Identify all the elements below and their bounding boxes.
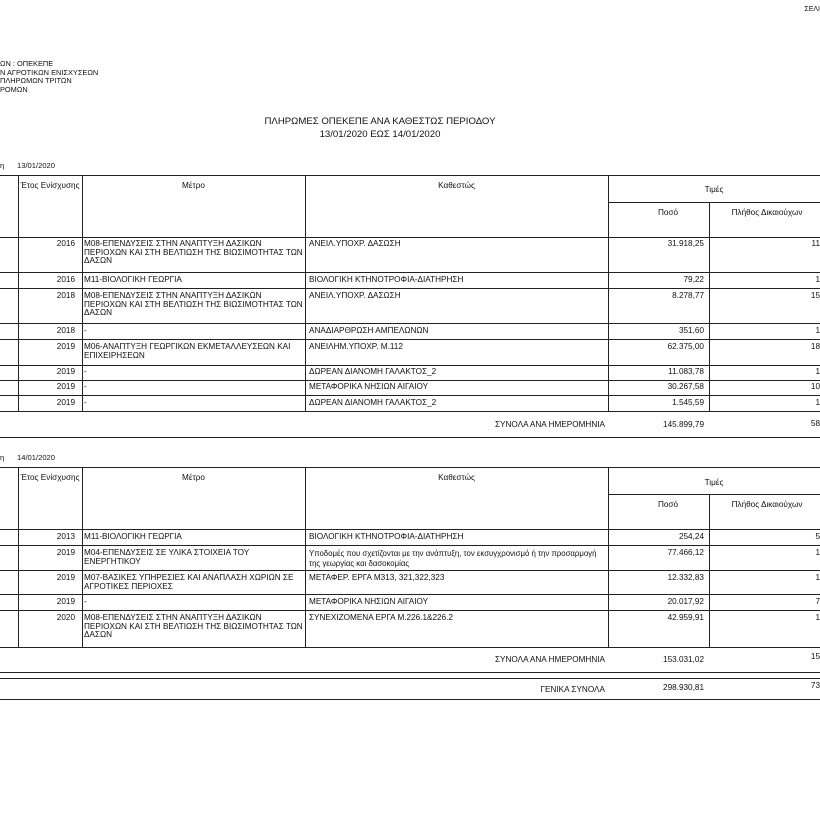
cell-year: 2019 (56, 382, 75, 391)
cell-scheme: ΜΕΤΑΦΟΡΙΚΑ ΝΗΣΙΩΝ ΑΙΓΑΙΟΥ (309, 597, 429, 606)
cell-measure: Μ11-ΒΙΟΛΟΓΙΚΗ ΓΕΩΡΓΙΑ (84, 275, 182, 284)
cell-count: 1 (815, 326, 820, 335)
cell-count: 1 (815, 367, 820, 376)
cell-amount: 62.375,00 (667, 342, 704, 351)
cell-measure: Μ04-ΕΠΕΝΔΥΣΕΙΣ ΣΕ ΥΛΙΚΑ ΣΤΟΙΧΕΙΑ ΤΟΥ ΕΝΕΡΓΗΤΙΚΟΥ (84, 548, 250, 566)
cell-year: 2019 (56, 597, 75, 606)
cell-amount: 8.278,77 (672, 291, 704, 300)
cell-measure: - (84, 367, 87, 376)
cell-count: 11 (811, 239, 820, 248)
org-line: ΩΝ : ΟΠΕΚΕΠΕ (0, 59, 54, 68)
cell-count: 15 (810, 291, 820, 300)
cell-scheme: ΔΩΡΕΑΝ ΔΙΑΝΟΜΗ ΓΑΛΑΚΤΟΣ_2 (309, 367, 437, 376)
page-label: ΣΕΛΙ (804, 6, 820, 13)
cell-amount: 42.959,91 (667, 613, 704, 622)
section-total-label: ΣΥΝΟΛΑ ΑΝΑ ΗΜΕΡΟΜΗΝΙΑ (494, 420, 605, 429)
cell-scheme: ΜΕΤΑΦΕΡ. ΕΡΓΑ Μ313, 321,322,323 (309, 573, 445, 582)
cell-count: 1 (815, 548, 820, 557)
column-header-beneficiaries: Πλήθος Δικαιούχων (731, 500, 803, 509)
section-total-count: 15 (810, 652, 820, 661)
cell-count: 18 (810, 342, 820, 351)
section-total-label: ΣΥΝΟΛΑ ΑΝΑ ΗΜΕΡΟΜΗΝΙΑ (494, 655, 605, 664)
cell-count: 10 (810, 382, 820, 391)
cell-measure: - (84, 382, 87, 391)
cell-count: 1 (815, 613, 820, 622)
cell-measure: - (84, 398, 87, 407)
cell-year: 2013 (56, 532, 75, 541)
cell-count: 1 (815, 573, 820, 582)
column-header-amount: Ποσό (657, 208, 679, 217)
cell-year: 2018 (56, 326, 75, 335)
column-header-year: Έτος Ενίσχυσης (20, 181, 80, 190)
cell-amount: 1.545,59 (672, 398, 704, 407)
cell-measure: Μ07-ΒΑΣΙΚΕΣ ΥΠΗΡΕΣΙΕΣ ΚΑΙ ΑΝΑΠΛΑΣΗ ΧΩΡΙΩΝ ΣΕ ΑΓΡΟΤΙΚΕΣ ΠΕΡΙΟΧΕΣ (84, 573, 294, 591)
cell-scheme: ΒΙΟΛΟΓΙΚΗ ΚΤΗΝΟΤΡΟΦΙΑ-ΔΙΑΤΗΡΗΣΗ (309, 532, 464, 541)
cell-year: 2019 (56, 367, 75, 376)
grand-total-label: ΓΕΝΙΚΑ ΣΥΝΟΛΑ (540, 685, 605, 694)
cell-amount: 79,22 (683, 275, 704, 284)
org-line: Ν ΑΓΡΟΤΙΚΩΝ ΕΝΙΣΧΥΣΕΩΝ (0, 67, 99, 77)
column-header-values: Τιμές (704, 185, 724, 194)
cell-year: 2019 (56, 342, 75, 351)
section-date: 13/01/2020 (17, 161, 56, 170)
cell-scheme: Υποδομές που σχετίζονται με την ανάπτυξη, τον εκσυγχρονισμό ή την προσαρμογή της γεωργίας και δασοκομίας (309, 549, 597, 569)
org-line: ΡΟΜΩΝ (0, 84, 28, 94)
cell-scheme: ΑΝΕΙΛ.ΥΠΟΧΡ. ΔΑΣΩΣΗ (309, 291, 401, 300)
grand-total-count: 73 (810, 681, 820, 690)
cell-scheme: ΣΥΝΕΧΙΖΟΜΕΝΑ ΕΡΓΑ Μ.226.1&226.2 (309, 613, 453, 622)
cell-year: 2016 (56, 239, 75, 248)
report-period: 13/01/2020 ΕΩΣ 14/01/2020 (319, 129, 441, 140)
cell-count: 1 (815, 398, 820, 407)
section-total-amount: 145.899,79 (663, 420, 704, 429)
cell-amount: 351,60 (678, 326, 704, 335)
cell-year: 2019 (56, 573, 75, 582)
cell-year: 2018 (56, 291, 75, 300)
cell-scheme: ΑΝΑΔΙΑΡΘΡΩΣΗ ΑΜΠΕΛΩΝΩΝ (309, 326, 429, 335)
cell-measure: Μ08-ΕΠΕΝΔΥΣΕΙΣ ΣΤΗΝ ΑΝΑΠΤΥΞΗ ΔΑΣΙΚΩΝ ΠΕΡΙΟΧΩΝ ΚΑΙ ΣΤΗ ΒΕΛΤΙΩΣΗ ΤΗΣ ΒΙΩΣΙΜΟΤΗΤΑΣ ΤΩΝ ΔΑΣΩΝ (84, 291, 303, 318)
cell-scheme: ΑΝΕΙΛ.ΥΠΟΧΡ. ΔΑΣΩΣΗ (309, 239, 401, 248)
section-date-prefix: η (0, 161, 5, 170)
section-date: 14/01/2020 (17, 453, 56, 462)
org-line: ΠΛΗΡΩΜΩΝ ΤΡΙΤΩΝ (0, 76, 72, 86)
cell-count: 5 (815, 532, 820, 541)
cell-amount: 30.267,58 (667, 382, 704, 391)
report-title: ΠΛΗΡΩΜΕΣ ΟΠΕΚΕΠΕ ΑΝΑ ΚΑΘΕΣΤΩΣ ΠΕΡΙΟΔΟΥ (264, 116, 496, 127)
cell-scheme: ΒΙΟΛΟΓΙΚΗ ΚΤΗΝΟΤΡΟΦΙΑ-ΔΙΑΤΗΡΗΣΗ (309, 275, 464, 284)
cell-scheme: ΜΕΤΑΦΟΡΙΚΑ ΝΗΣΙΩΝ ΑΙΓΑΙΟΥ (309, 382, 429, 391)
organization-header (0, 60, 98, 94)
cell-year: 2019 (56, 398, 75, 407)
cell-count: 7 (815, 597, 820, 606)
cell-count: 1 (815, 275, 820, 284)
cell-year: 2020 (56, 613, 75, 622)
cell-measure: - (84, 597, 87, 606)
cell-amount: 12.332,83 (667, 573, 704, 582)
grand-total-amount: 298.930,81 (663, 683, 704, 692)
column-header-beneficiaries: Πλήθος Δικαιούχων (731, 208, 803, 217)
cell-amount: 11.083,78 (668, 367, 704, 376)
cell-amount: 254,24 (678, 532, 704, 541)
column-header-values: Τιμές (704, 478, 724, 487)
cell-amount: 20.017,92 (667, 597, 704, 606)
column-header-measure: Μέτρο (182, 181, 205, 190)
cell-scheme: ΑΝΕΙΛΗΜ.ΥΠΟΧΡ. Μ.112 (309, 342, 403, 351)
cell-year: 2019 (56, 548, 75, 557)
column-header-scheme: Καθεστώς (438, 181, 475, 190)
column-header-year: Έτος Ενίσχυσης (20, 473, 80, 482)
cell-amount: 31.918,25 (667, 239, 704, 248)
column-header-measure: Μέτρο (182, 473, 205, 482)
column-header-amount: Ποσό (657, 500, 679, 509)
cell-measure: Μ08-ΕΠΕΝΔΥΣΕΙΣ ΣΤΗΝ ΑΝΑΠΤΥΞΗ ΔΑΣΙΚΩΝ ΠΕΡΙΟΧΩΝ ΚΑΙ ΣΤΗ ΒΕΛΤΙΩΣΗ ΤΗΣ ΒΙΩΣΙΜΟΤΗΤΑΣ ΤΩΝ ΔΑΣΩΝ (84, 239, 303, 266)
cell-scheme: ΔΩΡΕΑΝ ΔΙΑΝΟΜΗ ΓΑΛΑΚΤΟΣ_2 (309, 398, 437, 407)
cell-amount: 77.466,12 (667, 548, 704, 557)
cell-year: 2016 (56, 275, 75, 284)
section-total-count: 58 (810, 419, 820, 428)
cell-measure: Μ06-ΑΝΑΠΤΥΞΗ ΓΕΩΡΓΙΚΩΝ ΕΚΜΕΤΑΛΛΕΥΣΕΩΝ ΚΑΙ ΕΠΙΧΕΙΡΗΣΕΩΝ (84, 342, 291, 360)
column-header-scheme: Καθεστώς (438, 473, 475, 482)
section-date-prefix: η (0, 453, 5, 462)
cell-measure: Μ11-ΒΙΟΛΟΓΙΚΗ ΓΕΩΡΓΙΑ (84, 532, 182, 541)
cell-measure: Μ08-ΕΠΕΝΔΥΣΕΙΣ ΣΤΗΝ ΑΝΑΠΤΥΞΗ ΔΑΣΙΚΩΝ ΠΕΡΙΟΧΩΝ ΚΑΙ ΣΤΗ ΒΕΛΤΙΩΣΗ ΤΗΣ ΒΙΩΣΙΜΟΤΗΤΑΣ ΤΩΝ ΔΑΣΩΝ (84, 613, 303, 640)
cell-measure: - (84, 326, 87, 335)
report-title-block (0, 115, 760, 141)
section-total-amount: 153.031,02 (663, 655, 704, 664)
